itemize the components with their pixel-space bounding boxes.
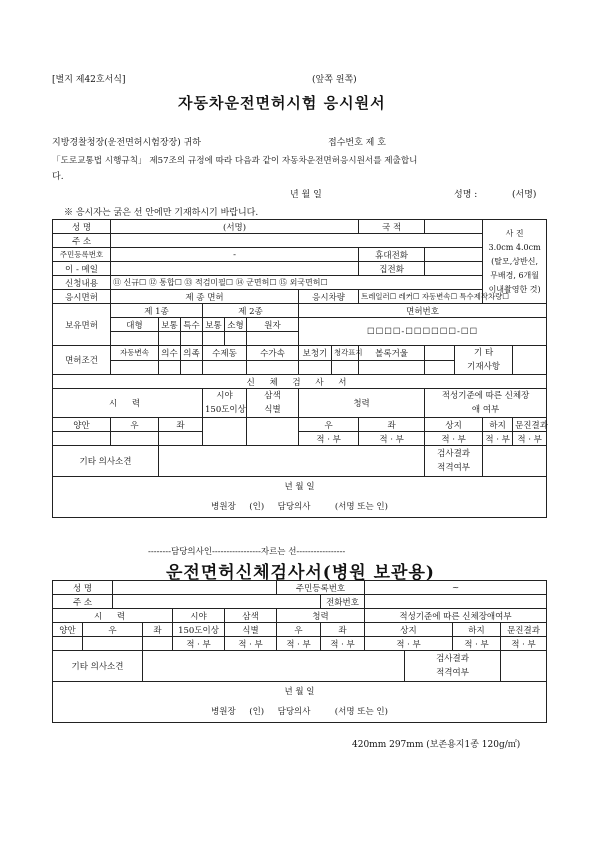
class1-header: 제 1종: [111, 304, 203, 318]
left-eye-value[interactable]: [159, 432, 203, 446]
interview-label: 문진결과: [513, 418, 547, 432]
doctor-label: 담당의사: [277, 502, 311, 512]
test-license-field[interactable]: 제 종 면허: [111, 290, 299, 304]
lower-interview-pass[interactable]: 적 · 부: [501, 637, 547, 651]
sign-hint: (서명): [223, 222, 247, 233]
applicant-name-label: 성명 :: [454, 190, 478, 200]
lower-visual-field-label: 시야: [173, 609, 225, 623]
class-cell[interactable]: [111, 332, 159, 346]
lower-color-pass[interactable]: 적 · 부: [225, 637, 277, 651]
lower-both-eyes-value[interactable]: [53, 637, 83, 651]
condition-cell[interactable]: [181, 360, 203, 375]
condition-cell[interactable]: [332, 360, 359, 375]
apply-type-label: 신청내용: [53, 276, 111, 290]
lower-right-eye-value[interactable]: [83, 637, 143, 651]
name-label: 성 명: [53, 220, 111, 234]
rrn-field[interactable]: [111, 248, 359, 262]
receipt-number: 접수번호 제 호: [328, 138, 386, 148]
color-result[interactable]: [247, 418, 299, 446]
lower-address-field[interactable]: [113, 595, 321, 609]
condition-hand-brake[interactable]: 수제동: [203, 346, 247, 361]
lower-rrn-label: 주민등록번호: [277, 581, 365, 595]
email-field[interactable]: [111, 262, 359, 276]
result-label: [425, 446, 483, 477]
suitability-label: [425, 389, 547, 418]
doctor-opinion-label: 기타 의사소견: [53, 446, 159, 477]
condition-leg[interactable]: 의족: [181, 346, 203, 361]
hospital-copy-title: 운전면허신체검사서(병원 보관용): [166, 563, 435, 583]
held-license-label: 보유면허: [53, 304, 111, 346]
intro-line-1: 「도로교통법 시행규칙」 제57조의 규정에 따라 다음과 같이 자동차운전면허응시원서를 제출합니: [52, 156, 418, 166]
photo-rule-2: 무배경, 6개월: [490, 270, 539, 280]
lower-result-label: [405, 651, 501, 682]
lower-result-field[interactable]: [501, 651, 547, 682]
both-eyes-label: 양안: [53, 418, 111, 432]
condition-auto[interactable]: 자동변속: [111, 346, 159, 361]
right-eye-label: 우: [111, 418, 159, 432]
condition-convex-mirror[interactable]: 볼록거울: [359, 346, 425, 361]
address-field[interactable]: [111, 234, 483, 248]
class-cell[interactable]: [203, 332, 225, 346]
suitability-line2: 애 여부: [471, 405, 500, 415]
lower-lower-limb-label: 하지: [453, 623, 501, 637]
lower-phone-field[interactable]: [365, 595, 547, 609]
nationality-label: 국 적: [359, 220, 425, 234]
form-number: [별지 제42호서식]: [52, 75, 126, 85]
other-notes-line2: 기재사항: [467, 362, 501, 372]
doctor-opinion-field[interactable]: [159, 446, 425, 477]
class-col-moped[interactable]: 원자: [247, 318, 299, 332]
home-phone-field[interactable]: [425, 262, 483, 276]
other-notes-line1: 기 타: [474, 348, 494, 358]
photo-rule-3: 이내촬영한 것): [488, 284, 541, 294]
lower-result-line2: 적격여부: [436, 668, 469, 678]
condition-cell[interactable]: [111, 360, 159, 375]
lower-left-eye-label: 좌: [143, 623, 173, 637]
cut-line: --------담당의사인-----------------자르는 선-----------------: [148, 547, 346, 557]
condition-hand-accel[interactable]: 수가속: [247, 346, 299, 361]
lower-limb-pass[interactable]: 적 · 부: [483, 432, 513, 446]
lower-sign-or-seal: (서명 또는 인): [334, 707, 388, 717]
exam-date: 년 월 일: [284, 482, 315, 492]
application-form: [52, 219, 547, 518]
lower-lower-limb-pass[interactable]: 적 · 부: [453, 637, 501, 651]
lower-right-eye-label: 우: [83, 623, 143, 637]
intro-line-2: 다.: [52, 172, 64, 182]
email-label: 이 - 메일: [53, 262, 111, 276]
lower-color-label: 삼색: [225, 609, 277, 623]
condition-cell[interactable]: [247, 360, 299, 375]
lower-name-field[interactable]: [113, 581, 277, 595]
side-indicator: (앞쪽 윈쪽): [312, 75, 357, 85]
lower-eyesight-label: 시 력: [53, 609, 173, 623]
right-eye-value[interactable]: [111, 432, 159, 446]
lower-upper-limb-pass[interactable]: 적 · 부: [365, 637, 453, 651]
lower-hospital-sign-area[interactable]: [53, 682, 547, 723]
class2-header: 제 2종: [203, 304, 299, 318]
class-col-normal2[interactable]: 보통: [203, 318, 225, 332]
submit-date: 년 월 일: [290, 190, 322, 200]
hospital-director: 병원장: [211, 502, 236, 512]
test-vehicle-options[interactable]: 트레일러☐ 레커☐ 자동변속☐ 특수제작차량☐: [359, 290, 483, 304]
eyesight-label: 시 력: [53, 389, 203, 418]
upper-limb-pass[interactable]: 적 · 부: [425, 432, 483, 446]
nationality-field[interactable]: [425, 220, 483, 234]
visual-field-line1: 시야: [216, 391, 233, 401]
hospital-copy-form: [52, 580, 547, 723]
interview-pass[interactable]: 적 · 부: [513, 432, 547, 446]
home-phone-label: 집전화: [359, 262, 425, 276]
class-col-large[interactable]: 대형: [111, 318, 159, 332]
lower-address-label: 주 소: [53, 595, 113, 609]
condition-hearing-sign[interactable]: 청각표지: [332, 346, 359, 361]
lower-interview-label: 문진결과: [501, 623, 547, 637]
photo-title: 사 진: [505, 228, 524, 238]
visual-field-label: [203, 389, 247, 418]
result-field[interactable]: [483, 446, 547, 477]
photo-rule-1: (탈모,상반신,: [491, 256, 539, 266]
color-label: [247, 389, 299, 418]
lower-phone-label: 전화번호: [321, 595, 365, 609]
apply-type-options[interactable]: ⑪ 신규☐ ⑫ 통합☐ ⑬ 적검미필☐ ⑭ 군면허☐ ⑮ 외국면허☐: [111, 276, 483, 290]
left-ear-label: 좌: [359, 418, 425, 432]
photo-size: 3.0cm 4.0cm: [488, 242, 541, 252]
lower-right-ear-label: 우: [277, 623, 321, 637]
lower-hospital-sign-line: [55, 702, 544, 722]
seal-mark: (인): [249, 502, 265, 512]
class-cell[interactable]: [225, 332, 247, 346]
condition-cell[interactable]: [203, 360, 247, 375]
mobile-field[interactable]: [425, 248, 483, 262]
lower-doctor-opinion-field[interactable]: [143, 651, 405, 682]
exam-heading: 신 체 검 사 서: [53, 375, 547, 389]
visual-field-line2: 150도이상: [205, 405, 246, 415]
lower-rrn-field[interactable]: ~: [365, 581, 547, 595]
condition-hand[interactable]: 의수: [159, 346, 181, 361]
license-number-label: 면허번호: [299, 304, 547, 318]
hospital-sign-area[interactable]: [53, 477, 547, 518]
class-col-small[interactable]: 소형: [225, 318, 247, 332]
lower-left-eye-value[interactable]: [143, 637, 173, 651]
lower-right-ear-pass[interactable]: 적 · 부: [277, 637, 321, 651]
lower-left-ear-pass[interactable]: 적 · 부: [321, 637, 365, 651]
lower-visual-field-value: 150도이상: [173, 623, 225, 637]
class-cell[interactable]: [181, 332, 203, 346]
other-notes[interactable]: [455, 346, 513, 375]
class-col-normal1[interactable]: 보통: [159, 318, 181, 332]
applicant-sign: (서명): [512, 190, 537, 200]
condition-blank[interactable]: [425, 346, 455, 361]
condition-cell[interactable]: [299, 360, 332, 375]
result-line2: 적격여부: [437, 463, 471, 473]
condition-cell[interactable]: [425, 360, 455, 375]
instruction-note: ※ 응시자는 굵은 선 안에만 기재하시기 바랍니다.: [64, 208, 259, 218]
class-cell[interactable]: [247, 332, 299, 346]
lower-exam-date: 년 월 일: [284, 687, 315, 697]
visual-field-result[interactable]: [203, 418, 247, 446]
page-title: 자동차운전면허시험 응시원서: [178, 94, 386, 112]
class-cell[interactable]: [159, 332, 181, 346]
condition-cell[interactable]: [359, 360, 425, 375]
test-vehicle-label: 응시차량: [299, 290, 359, 304]
lower-name-label: 성 명: [53, 581, 113, 595]
lower-hearing-label: 청력: [277, 609, 365, 623]
upper-limb-label: 상지: [425, 418, 483, 432]
address-label: 주 소: [53, 234, 111, 248]
name-field[interactable]: [111, 220, 359, 234]
lower-doctor-label: 담당의사: [277, 707, 311, 717]
condition-cell[interactable]: [159, 360, 181, 375]
condition-hearing-aid[interactable]: 보청기: [299, 346, 332, 361]
license-number-boxes[interactable]: ☐☐☐☐-☐☐☐☐☐☐-☐☐: [299, 318, 547, 346]
rrn-dash: -: [233, 249, 236, 260]
color-line2: 식별: [264, 405, 281, 415]
hospital-sign-line: [55, 497, 544, 517]
lower-seal-mark: (인): [249, 707, 265, 717]
right-ear-label: 우: [299, 418, 359, 432]
lower-doctor-opinion-label: 기타 의사소견: [53, 651, 143, 682]
right-ear-pass[interactable]: 적 · 부: [299, 432, 359, 446]
test-license-label: 응시면허: [53, 290, 111, 304]
lower-suitability-label: 적성기준에 따른 신체장애여부: [365, 609, 547, 623]
lower-both-eyes-label: 양안: [53, 623, 83, 637]
mobile-label: 휴대전화: [359, 248, 425, 262]
lower-color-value: 식별: [225, 623, 277, 637]
left-eye-label: 좌: [159, 418, 203, 432]
lower-result-line1: 검사결과: [436, 654, 469, 664]
result-line1: 검사결과: [437, 449, 471, 459]
suitability-line1: 적성기준에 따른 신체장: [441, 391, 530, 401]
lower-upper-limb-label: 상지: [365, 623, 453, 637]
sign-or-seal: (서명 또는 인): [334, 502, 388, 512]
lower-visual-field-pass[interactable]: 적 · 부: [173, 637, 225, 651]
class-col-special[interactable]: 특수: [181, 318, 203, 332]
lower-hospital-director: 병원장: [211, 707, 236, 717]
left-ear-pass[interactable]: 적 · 부: [359, 432, 425, 446]
lower-limb-label: 하지: [483, 418, 513, 432]
hearing-label: 청력: [299, 389, 425, 418]
paper-spec: 420mm 297mm (보존용지1종 120g/㎡): [352, 740, 521, 750]
both-eyes-value[interactable]: [53, 432, 111, 446]
lower-left-ear-label: 좌: [321, 623, 365, 637]
addressee: 지방경찰청장(운전면허시험장장) 귀하: [52, 138, 201, 148]
photo-box[interactable]: [483, 220, 547, 304]
conditions-label: 면허조건: [53, 346, 111, 375]
rrn-label: 주민등록번호: [53, 248, 111, 262]
color-line1: 삼색: [264, 391, 281, 401]
